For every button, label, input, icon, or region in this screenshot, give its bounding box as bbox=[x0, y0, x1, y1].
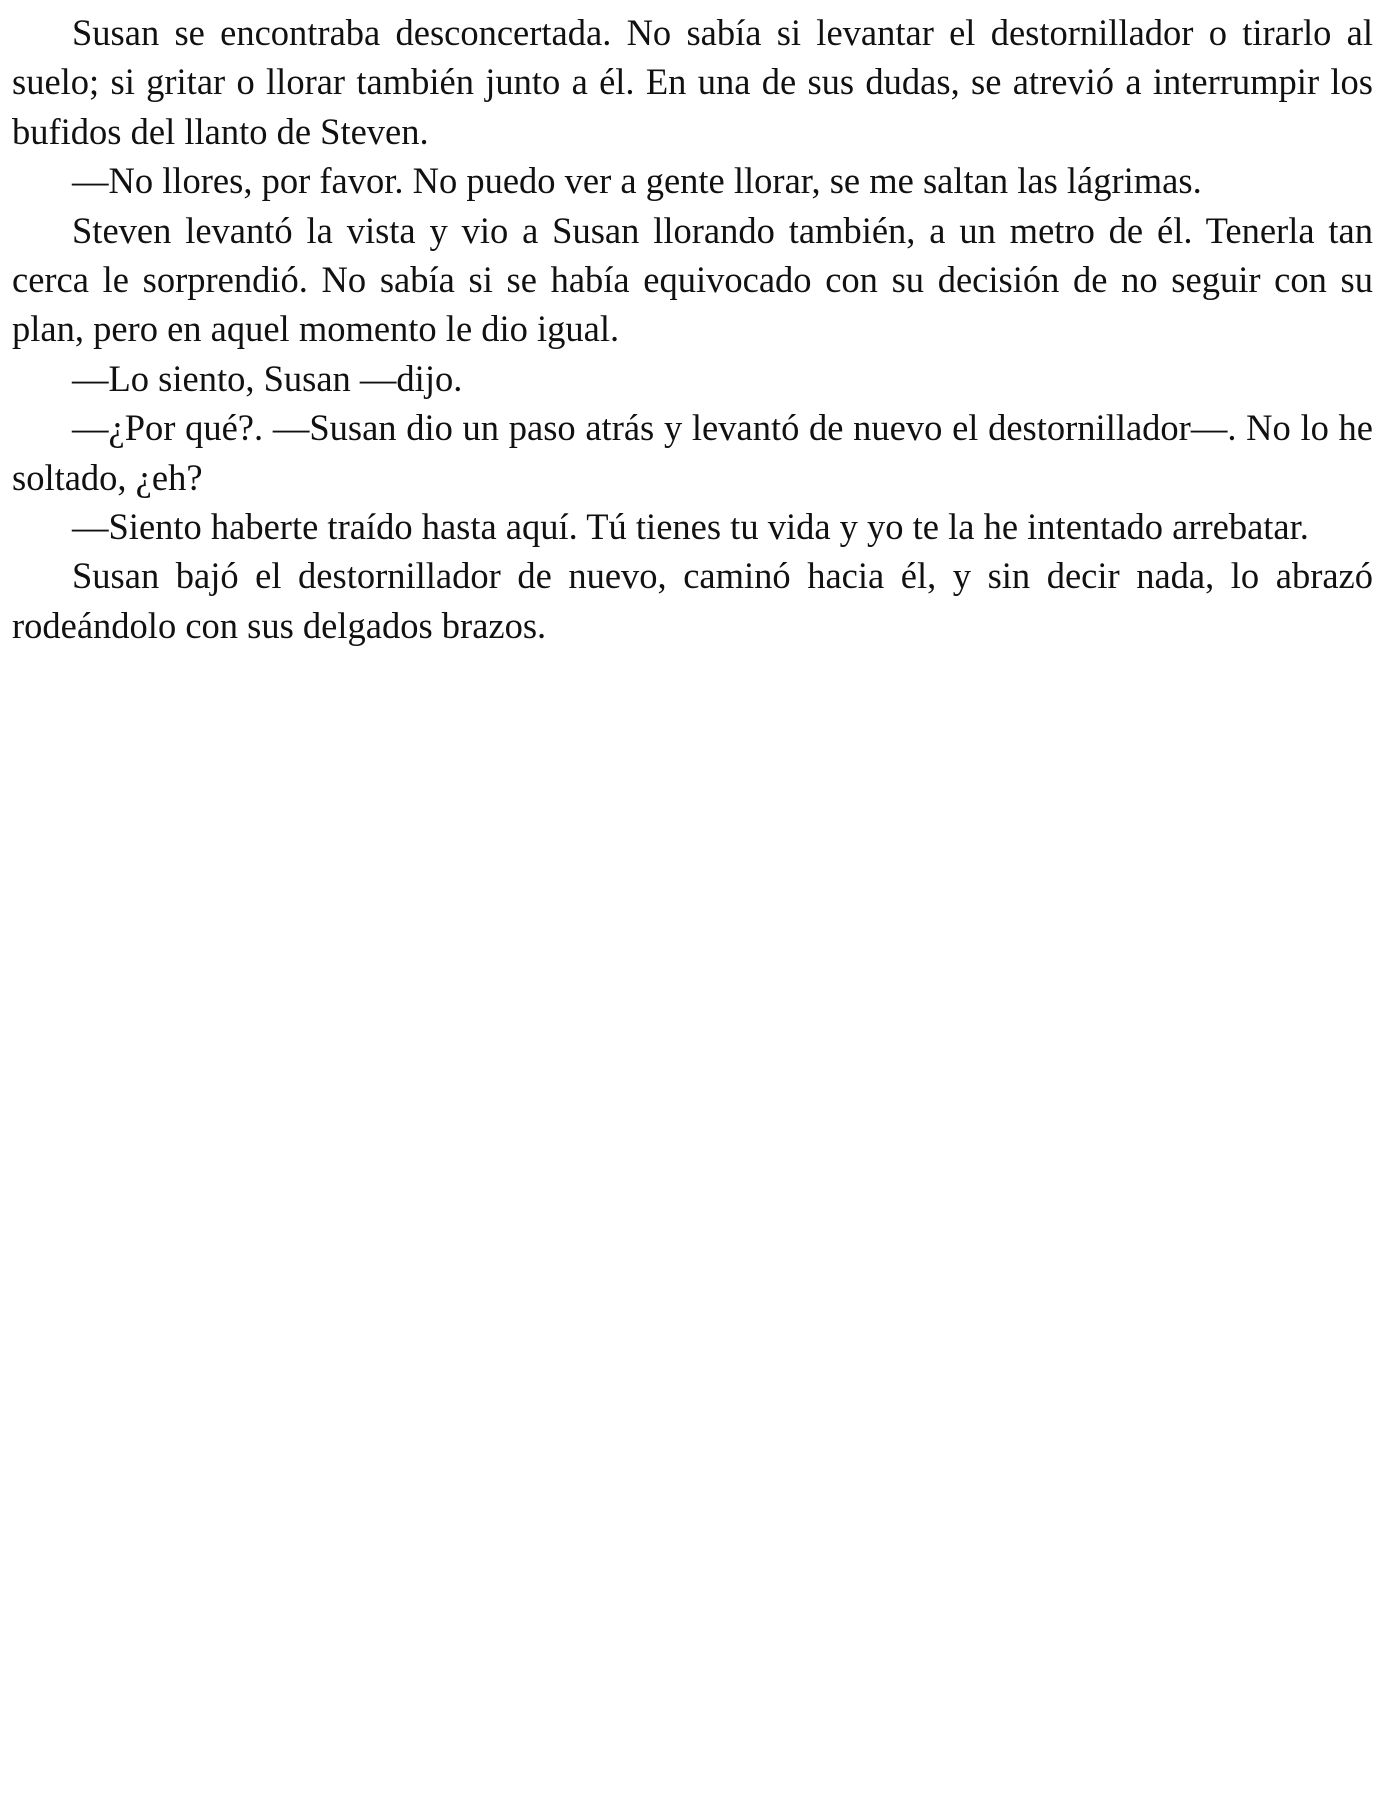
paragraph: —Lo siento, Susan —dijo. bbox=[72, 357, 463, 399]
paragraph: Susan se encontraba desconcertada. No sabía si levantar el destornillador o tirarlo al suelo; si gritar o llorar también junto a él. En una de sus dudas, se atrevió a interrumpir los bufidos del llanto de Steven. bbox=[12, 12, 1373, 152]
paragraph: —No llores, por favor. No puedo ver a gente llorar, se me saltan las lágrimas. bbox=[72, 160, 1202, 202]
paragraph: Susan bajó el destornillador de nuevo, caminó hacia él, y sin decir nada, lo abrazó rodeándolo con sus delgados brazos. bbox=[12, 555, 1373, 646]
paragraph: Steven levantó la vista y vio a Susan llorando también, a un metro de él. Tenerla tan cerca le sorprendió. No sabía si se había equivocado con su decisión de no seguir con su plan, pero en aquel momento le dio igual. bbox=[12, 209, 1373, 350]
paragraph: —Siento haberte traído hasta aquí. Tú tienes tu vida y yo te la he intentado arrebatar. bbox=[72, 506, 1309, 548]
document-page bbox=[12, 8, 1373, 650]
paragraph: —¿Por qué?. —Susan dio un paso atrás y levantó de nuevo el destornillador—. No lo he soltado, ¿eh? bbox=[12, 407, 1373, 498]
